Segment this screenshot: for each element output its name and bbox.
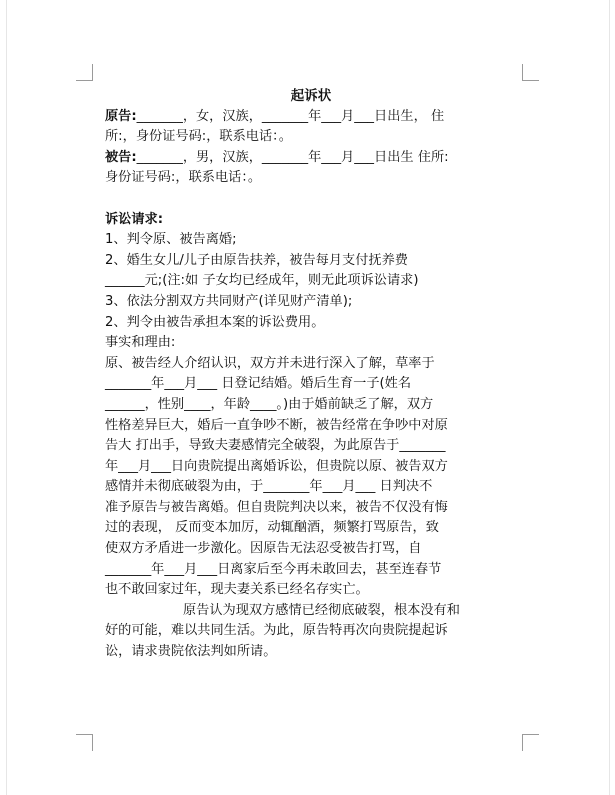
- margin-corner-bottom-right: [522, 734, 539, 751]
- facts-line: 感情并未彻底破裂为由，于_______年___月___ 日判决不: [105, 479, 433, 495]
- claims-heading: 诉讼请求:: [105, 211, 164, 227]
- conclusion-line: 讼，请求贵院依法判如所请。: [105, 644, 277, 660]
- document-title: 起诉状: [290, 88, 332, 104]
- facts-line: _______年___月___ 日登记结婚。婚后生育一子(姓名: [105, 376, 412, 392]
- facts-line: _______年___月___日离家后至今再未敢回去，甚至连春节: [105, 561, 442, 577]
- defendant-label: 被告:: [105, 149, 137, 165]
- blank-line: [105, 189, 517, 210]
- defendant-line-1: [105, 148, 517, 169]
- defendant-text: _______，男，汉族，_______年___月___日出生 住所:: [136, 149, 449, 165]
- facts-line: 年___月___日向贵院提出离婚诉讼，但贵院以原、被告双方: [105, 458, 448, 474]
- margin-corner-bottom-left: [76, 734, 93, 751]
- facts-line: ______，性别____，年龄____。)由于婚前缺乏了解，双方: [105, 396, 434, 412]
- conclusion-line: 原告认为现双方感情已经彻底破裂，根本没有和: [183, 602, 460, 618]
- facts-line: 也不敢回家过年，现夫妻关系已经名存实亡。: [105, 582, 369, 598]
- claim-line: 3、依法分割双方共同财产(详见财产清单);: [105, 293, 353, 309]
- claim-line: ______元;(注:如 子女均已经成年，则无此项诉讼请求): [105, 273, 419, 289]
- facts-heading: 事实和理由:: [105, 335, 176, 351]
- margin-corner-top-right: [522, 64, 539, 81]
- facts-line: 告大 打出手，导致夫妻感情完全破裂，为此原告于_______: [105, 438, 446, 454]
- plaintiff-label: 原告:: [105, 108, 137, 124]
- facts-line: 使双方矛盾进一步激化。因原告无法忍受被告打骂，自: [105, 541, 422, 557]
- claim-line: 2、判令由被告承担本案的诉讼费用。: [105, 314, 325, 330]
- claim-line: 2、婚生女儿/儿子由原告扶养，被告每月支付抚养费: [105, 252, 408, 268]
- facts-line: 准予原告与被告离婚。但自贵院判决以来，被告不仅没有悔: [105, 499, 448, 515]
- claim-line: 1、判令原、被告离婚;: [105, 232, 237, 248]
- plaintiff-line-2: 所:，身份证号码:，联系电话：。: [105, 129, 292, 145]
- conclusion-line: 好的可能，难以共同生活。为此，原告特再次向贵院提起诉: [105, 623, 448, 639]
- defendant-line-2: 身份证号码:，联系电话：。: [105, 170, 262, 186]
- document-body[interactable]: [105, 86, 517, 663]
- facts-line: 过的表现， 反而变本加厉，动辄酗酒，频繁打骂原告，致: [105, 520, 439, 536]
- margin-corner-top-left: [76, 64, 93, 81]
- plaintiff-text: _______，女，汉族，_______年___月___日出生， 住: [136, 108, 445, 124]
- facts-line: 原、被告经人介绍认识，双方并未进行深入了解，草率于: [105, 355, 435, 371]
- facts-line: 性格差异巨大，婚后一直争吵不断，被告经常在争吵中对原: [105, 417, 448, 433]
- plaintiff-line-1: [105, 107, 517, 128]
